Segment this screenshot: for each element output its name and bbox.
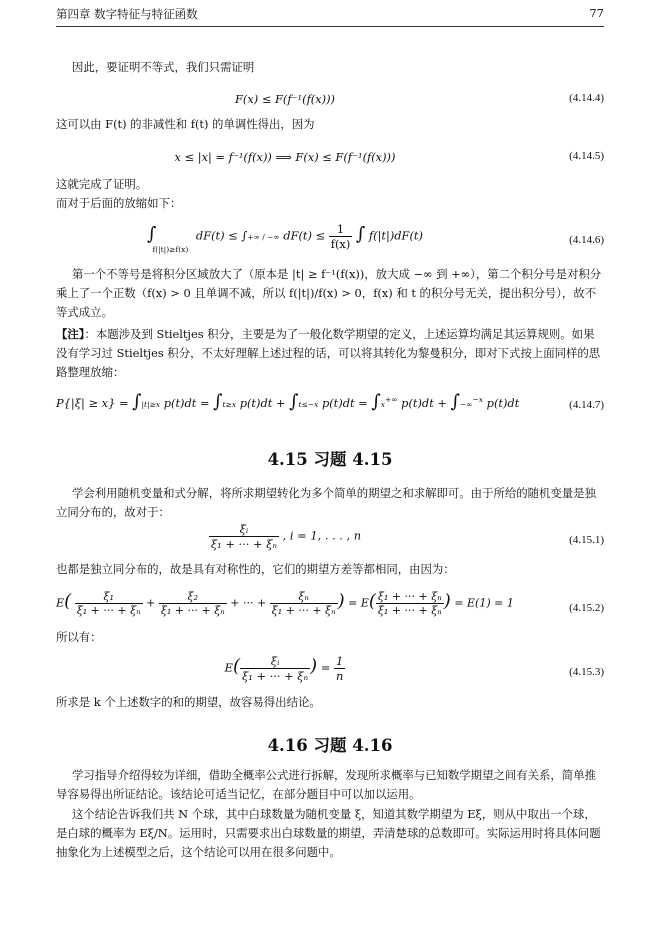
integrand: dF(t) ≤ xyxy=(283,228,326,243)
integral-limit: t≥x xyxy=(222,400,237,409)
equation-4-14-7 xyxy=(56,385,604,429)
fraction xyxy=(209,522,279,551)
equation-number: (4.15.2) xyxy=(569,602,604,614)
integral-limit: f(|t|)≥f(x) xyxy=(152,244,189,254)
term: p(t)dt xyxy=(486,396,520,410)
note-label: 【注】 xyxy=(56,327,85,341)
integral-limits: +∞ / −∞ xyxy=(247,232,280,242)
numerator: ξ₁ xyxy=(75,590,143,604)
equation-4-15-3 xyxy=(56,654,604,694)
integral-limit: −∞ xyxy=(459,400,473,409)
numerator: 1 xyxy=(334,654,345,669)
integrand: f(|t|)dF(t) xyxy=(368,228,423,243)
term: = E(1) = 1 xyxy=(454,596,514,610)
numerator: ξ₁ + ··· + ξₙ xyxy=(377,590,442,603)
denominator: ξ₁ + ··· + ξₙ xyxy=(210,537,278,551)
equation-4-14-6 xyxy=(56,218,604,262)
equation-4-14-5 xyxy=(56,150,604,170)
equation-number: (4.14.6) xyxy=(569,234,604,246)
paragraph: 因此，要证明不等式，我们只需证明 xyxy=(72,60,255,74)
integral-sign: ∫ xyxy=(355,223,366,245)
equation-body: x ≤ |x| = f⁻¹(f(x)) ⟹ F(x) ≤ F(f⁻¹(f(x))) xyxy=(174,150,396,164)
paragraph: 学会利用随机变量和式分解，将所求期望转化为多个简单的期望之和求解即可。由于所给的随机变量是独立同分布的，故对于： xyxy=(56,486,596,519)
integrand: dF(t) ≤ ∫ xyxy=(195,228,248,243)
chapter-title: 第四章 数字特征与特征函数 xyxy=(56,7,198,21)
equation-body xyxy=(56,222,514,254)
note-text: ：本题涉及到 Stieltjes 积分，主要是为了一般化数学期望的定义，上述运算均满足其运算规则。如果没有学习过 Stieltjes 积分，不太好理解上述过程的话，可以将其转化为黎曼积分，即对下式按上面同样的思路整理放缩： xyxy=(56,327,601,379)
lhs: P{|ξ| ≥ x} = xyxy=(56,396,129,410)
equation-body: E( $\frac{\text{ξᵢ}}{\text{ξ₁ + ··· + ξₙ}}$ ) = $\frac{1}{n}$ xyxy=(224,654,344,683)
paragraph xyxy=(56,325,604,382)
integral-limit: −x xyxy=(472,395,484,405)
paragraph: 这可以由 F(t) 的非减性和 f(t) 的单调性得出，因为 xyxy=(56,117,315,131)
equation-number: (4.14.5) xyxy=(569,150,604,162)
fraction xyxy=(329,222,353,251)
term: p(t)dt = xyxy=(163,396,210,410)
denominator: ξ₁ + ··· + ξₙ xyxy=(76,604,141,617)
paragraph: 第一个不等号是将积分区域放大了（原本是 |t| ≥ f⁻¹(f(x))，放大成 −∞ 到 +∞），第二个积分号是对积分乘上了一个正数（f(x) > 0 且单调不减，所以 f(|t|)/f(x) > 0，f(x) 和 t 的积分号无关，提出积分号），故不等式成立。 xyxy=(56,267,602,319)
equation-body: P{|ξ| ≥ x} = ∫|t|≥x p(t)dt = ∫t≥x p(t)dt + ∫t≤−x p(t)dt = ∫x+∞ p(t)dt + ∫−∞$^{-x}$ p(t)dt xyxy=(56,391,520,412)
numerator: ξᵢ xyxy=(209,522,279,537)
term: , i = 1, . . . , n xyxy=(282,528,362,543)
term: p(t)dt + xyxy=(401,396,447,410)
integral-limit: x xyxy=(380,400,385,409)
paragraph: 所以有： xyxy=(56,630,102,644)
denominator: f(x) xyxy=(330,237,351,251)
equation-body: F(x) ≤ F(f⁻¹(f(x))) xyxy=(234,92,335,106)
numerator: ξᵢ xyxy=(240,654,310,669)
expectation: E xyxy=(56,596,65,610)
equation-number: (4.15.3) xyxy=(569,666,604,678)
numerator: 1 xyxy=(329,222,353,237)
paragraph: 所求是 k 个上述数字的和的期望，故容易得出结论。 xyxy=(56,695,321,709)
integral-limit: t≤−x xyxy=(298,400,319,409)
running-header xyxy=(56,6,604,27)
paragraph: 这个结论告诉我们共 N 个球，其中白球数量为随机变量 ξ，知道其数学期望为 Eξ，则从中取出一个球，是白球的概率为 Eξ/N。运用时，只需要求出白球数量的期望，弄清楚球的总数即可。实际运用时将具体问题抽象化为上述模型之后，这个结论可以用在很多问题中。 xyxy=(56,807,601,859)
denominator: ξ₁ + ··· + ξₙ xyxy=(377,604,442,617)
term: p(t)dt + xyxy=(239,396,286,410)
integral-sign: ∫ xyxy=(147,223,157,245)
equation-number: (4.14.4) xyxy=(569,92,604,104)
equation-number: (4.15.1) xyxy=(569,534,604,546)
integral-limit: +∞ xyxy=(384,395,398,405)
page-number: 77 xyxy=(589,6,604,20)
equation-4-15-1 xyxy=(56,522,604,560)
numerator: ξ₂ xyxy=(159,590,227,604)
paragraph: 而对于后面的放缩如下： xyxy=(56,196,182,210)
paragraph: 也都是独立同分布的，故是具有对称性的，它们的期望方差等都相同，由因为： xyxy=(56,562,455,576)
section-heading-4-15: 4.15 习题 4.15 xyxy=(267,450,393,469)
equation-body xyxy=(56,522,514,551)
term: + ··· + xyxy=(230,596,267,610)
equation-4-15-2 xyxy=(56,590,604,630)
paragraph: 学习指导介绍得较为详细，借助全概率公式进行拆解，发现所求概率与已知数学期望之间有关系，简单推导容易得出所证结论。该结论可适当记忆，在部分题目中可以加以运用。 xyxy=(56,768,596,801)
paragraph: 这就完成了证明。 xyxy=(56,177,148,191)
denominator: ξ₁ + ··· + ξₙ xyxy=(271,604,336,617)
equation-number: (4.14.7) xyxy=(569,399,604,411)
equation-body: E( $\frac{\text{ξ₁}}{\text{ξ₁ + ··· + ξₙ}}$ + $\frac{\text{ξ₂}}{\text{ξ₁ + ··· + ξₙ}}$ + ··· + $\frac{\text{ξₙ}}{\text{ξ₁ + ··· + ξₙ}}$ ) = E( $\frac{\text{ξ₁ + ··· + ξₙ}}{\text{ξ₁ + ··· + ξₙ}}$ ) = E(1) = 1 xyxy=(56,590,514,617)
section-heading-4-16: 4.16 习题 4.16 xyxy=(267,736,393,755)
equation-4-14-4 xyxy=(56,92,604,112)
denominator: n xyxy=(336,669,344,683)
integral-limit: |t|≥x xyxy=(141,400,161,409)
term: p(t)dt = xyxy=(321,396,368,410)
denominator: ξ₁ + ··· + ξₙ xyxy=(160,604,225,617)
denominator: ξ₁ + ··· + ξₙ xyxy=(242,669,309,683)
expectation: E xyxy=(360,596,369,610)
numerator: ξₙ xyxy=(270,590,338,604)
